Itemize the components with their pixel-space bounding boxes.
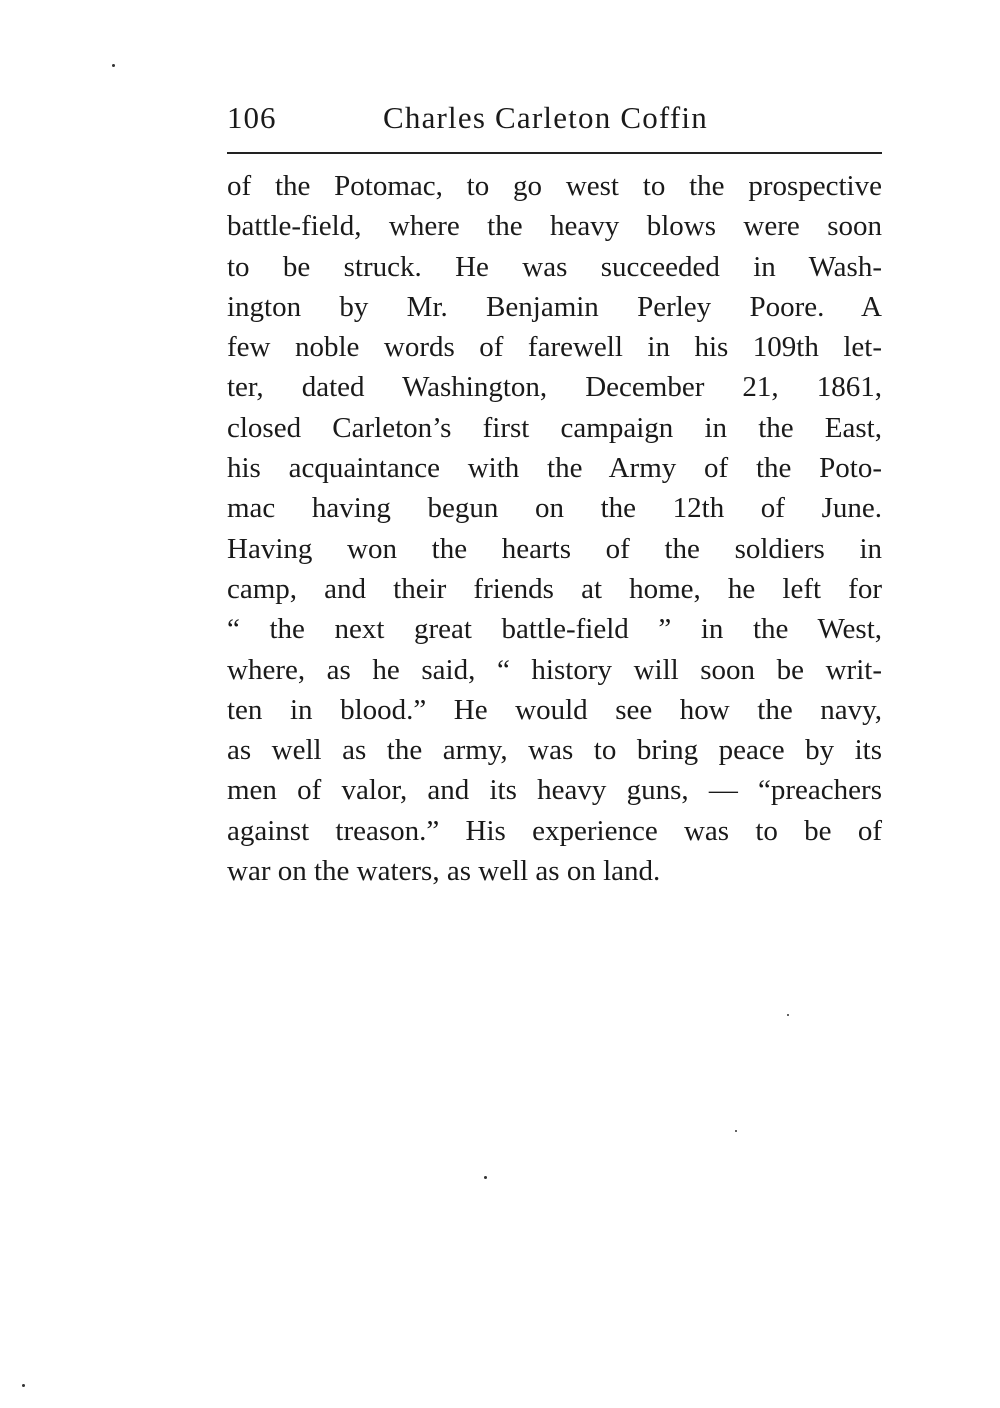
text-line: of the Potomac, to go west to the prospective: [227, 170, 882, 202]
text-line: “ the next great battle-field ” in the West,: [227, 613, 882, 646]
header-rule: [227, 152, 882, 154]
text-line: few noble words of farewell in his 109th let-: [227, 331, 882, 364]
running-title: Charles Carleton Coffin: [383, 100, 708, 135]
text-line: Having won the hearts of the soldiers in: [227, 532, 882, 565]
text-line: ington by Mr. Benjamin Perley Poore. A: [227, 290, 882, 323]
paper-speck: [735, 1130, 737, 1132]
paper-speck: [22, 1384, 25, 1387]
text-line: ter, dated Washington, December 21, 1861,: [227, 371, 882, 404]
text-line: where, as he said, “ history will soon be writ-: [227, 653, 882, 686]
text-line: to be struck. He was succeeded in Wash-: [227, 250, 882, 283]
text-line: as well as the army, was to bring peace by its: [227, 734, 882, 767]
text-line: closed Carleton’s first campaign in the East,: [227, 411, 882, 444]
text-line: mac having begun on the 12th of June.: [227, 492, 882, 525]
paper-speck: [484, 1176, 487, 1179]
text-line: ten in blood.” He would see how the navy,: [227, 693, 882, 726]
text-line: men of valor, and its heavy guns, — “preachers: [227, 774, 882, 807]
paper-speck: [787, 1014, 789, 1016]
text-line: against treason.” His experience was to be of: [227, 814, 882, 847]
text-line: battle-field, where the heavy blows were soon: [227, 210, 882, 243]
text-line: camp, and their friends at home, he left for: [227, 572, 882, 605]
page-number: 106: [227, 100, 277, 135]
body-text: [227, 166, 882, 891]
paper-speck: [112, 64, 115, 67]
running-head: [227, 100, 882, 144]
text-line: his acquaintance with the Army of the Poto-: [227, 452, 882, 485]
text-line: war on the waters, as well as on land.: [227, 855, 661, 888]
